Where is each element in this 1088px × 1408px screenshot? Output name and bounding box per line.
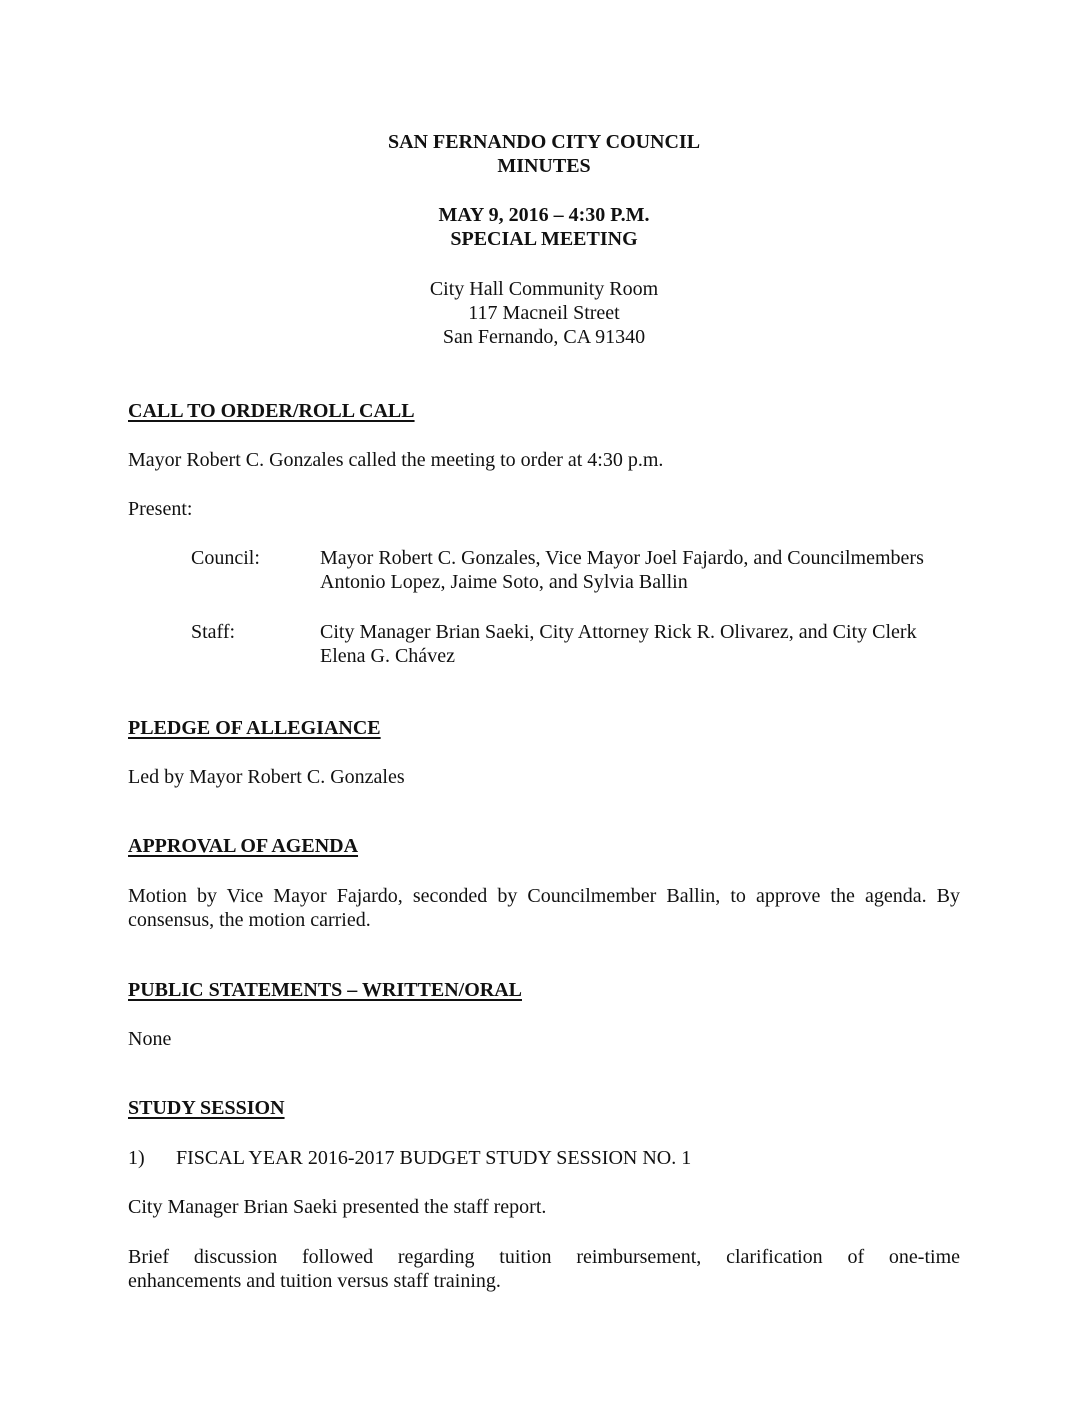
- org-title: SAN FERNANDO CITY COUNCIL: [387, 131, 701, 153]
- study-item-number: 1): [128, 1147, 145, 1169]
- study-session-discussion-line-2: enhancements and tuition versus staff training.: [128, 1270, 501, 1292]
- agenda-motion-line-1-text: Motion by Vice Mayor Fajardo, seconded by Councilmember Ballin, to approve the agenda. By: [128, 885, 960, 907]
- study-session-report-text: City Manager Brian Saeki presented the staff report.: [128, 1196, 547, 1218]
- pledge-heading: PLEDGE OF ALLEGIANCE: [128, 717, 381, 739]
- meeting-date-time: MAY 9, 2016 – 4:30 P.M.: [438, 204, 650, 226]
- doc-type: MINUTES: [497, 155, 591, 177]
- meeting-type: SPECIAL MEETING: [450, 228, 638, 250]
- study-session-discussion-line-1-text: Brief discussion followed regarding tuition reimbursement, clarification of one-time: [128, 1246, 960, 1268]
- location-line-2: 117 Macneil Street: [468, 302, 620, 324]
- public-statements-heading: PUBLIC STATEMENTS – WRITTEN/ORAL: [128, 979, 522, 1001]
- agenda-motion-line-2: consensus, the motion carried.: [128, 909, 371, 931]
- agenda-heading: APPROVAL OF AGENDA: [128, 835, 359, 857]
- pledge-text: Led by Mayor Robert C. Gonzales: [128, 766, 405, 788]
- council-members-line-2: Antonio Lopez, Jaime Soto, and Sylvia Ballin: [320, 571, 688, 593]
- location-line-3: San Fernando, CA 91340: [442, 326, 646, 348]
- present-label: Present:: [128, 498, 193, 520]
- council-label: Council:: [191, 547, 260, 569]
- study-session-heading: STUDY SESSION: [128, 1097, 285, 1119]
- study-session-discussion-line-1: [128, 1245, 960, 1269]
- staff-members-line-1: City Manager Brian Saeki, City Attorney Rick R. Olivarez, and City Clerk: [320, 621, 917, 643]
- call-to-order-text: Mayor Robert C. Gonzales called the meeting to order at 4:30 p.m.: [128, 449, 664, 471]
- location-line-1: City Hall Community Room: [429, 278, 659, 300]
- study-item-title: FISCAL YEAR 2016-2017 BUDGET STUDY SESSION NO. 1: [176, 1147, 692, 1169]
- call-to-order-heading: CALL TO ORDER/ROLL CALL: [128, 400, 415, 422]
- council-members-line-1: Mayor Robert C. Gonzales, Vice Mayor Joel Fajardo, and Councilmembers: [320, 547, 924, 569]
- public-statements-text: None: [128, 1028, 172, 1050]
- agenda-motion-line-1: [128, 884, 960, 908]
- staff-members-line-2: Elena G. Chávez: [320, 645, 455, 667]
- staff-label: Staff:: [191, 621, 236, 643]
